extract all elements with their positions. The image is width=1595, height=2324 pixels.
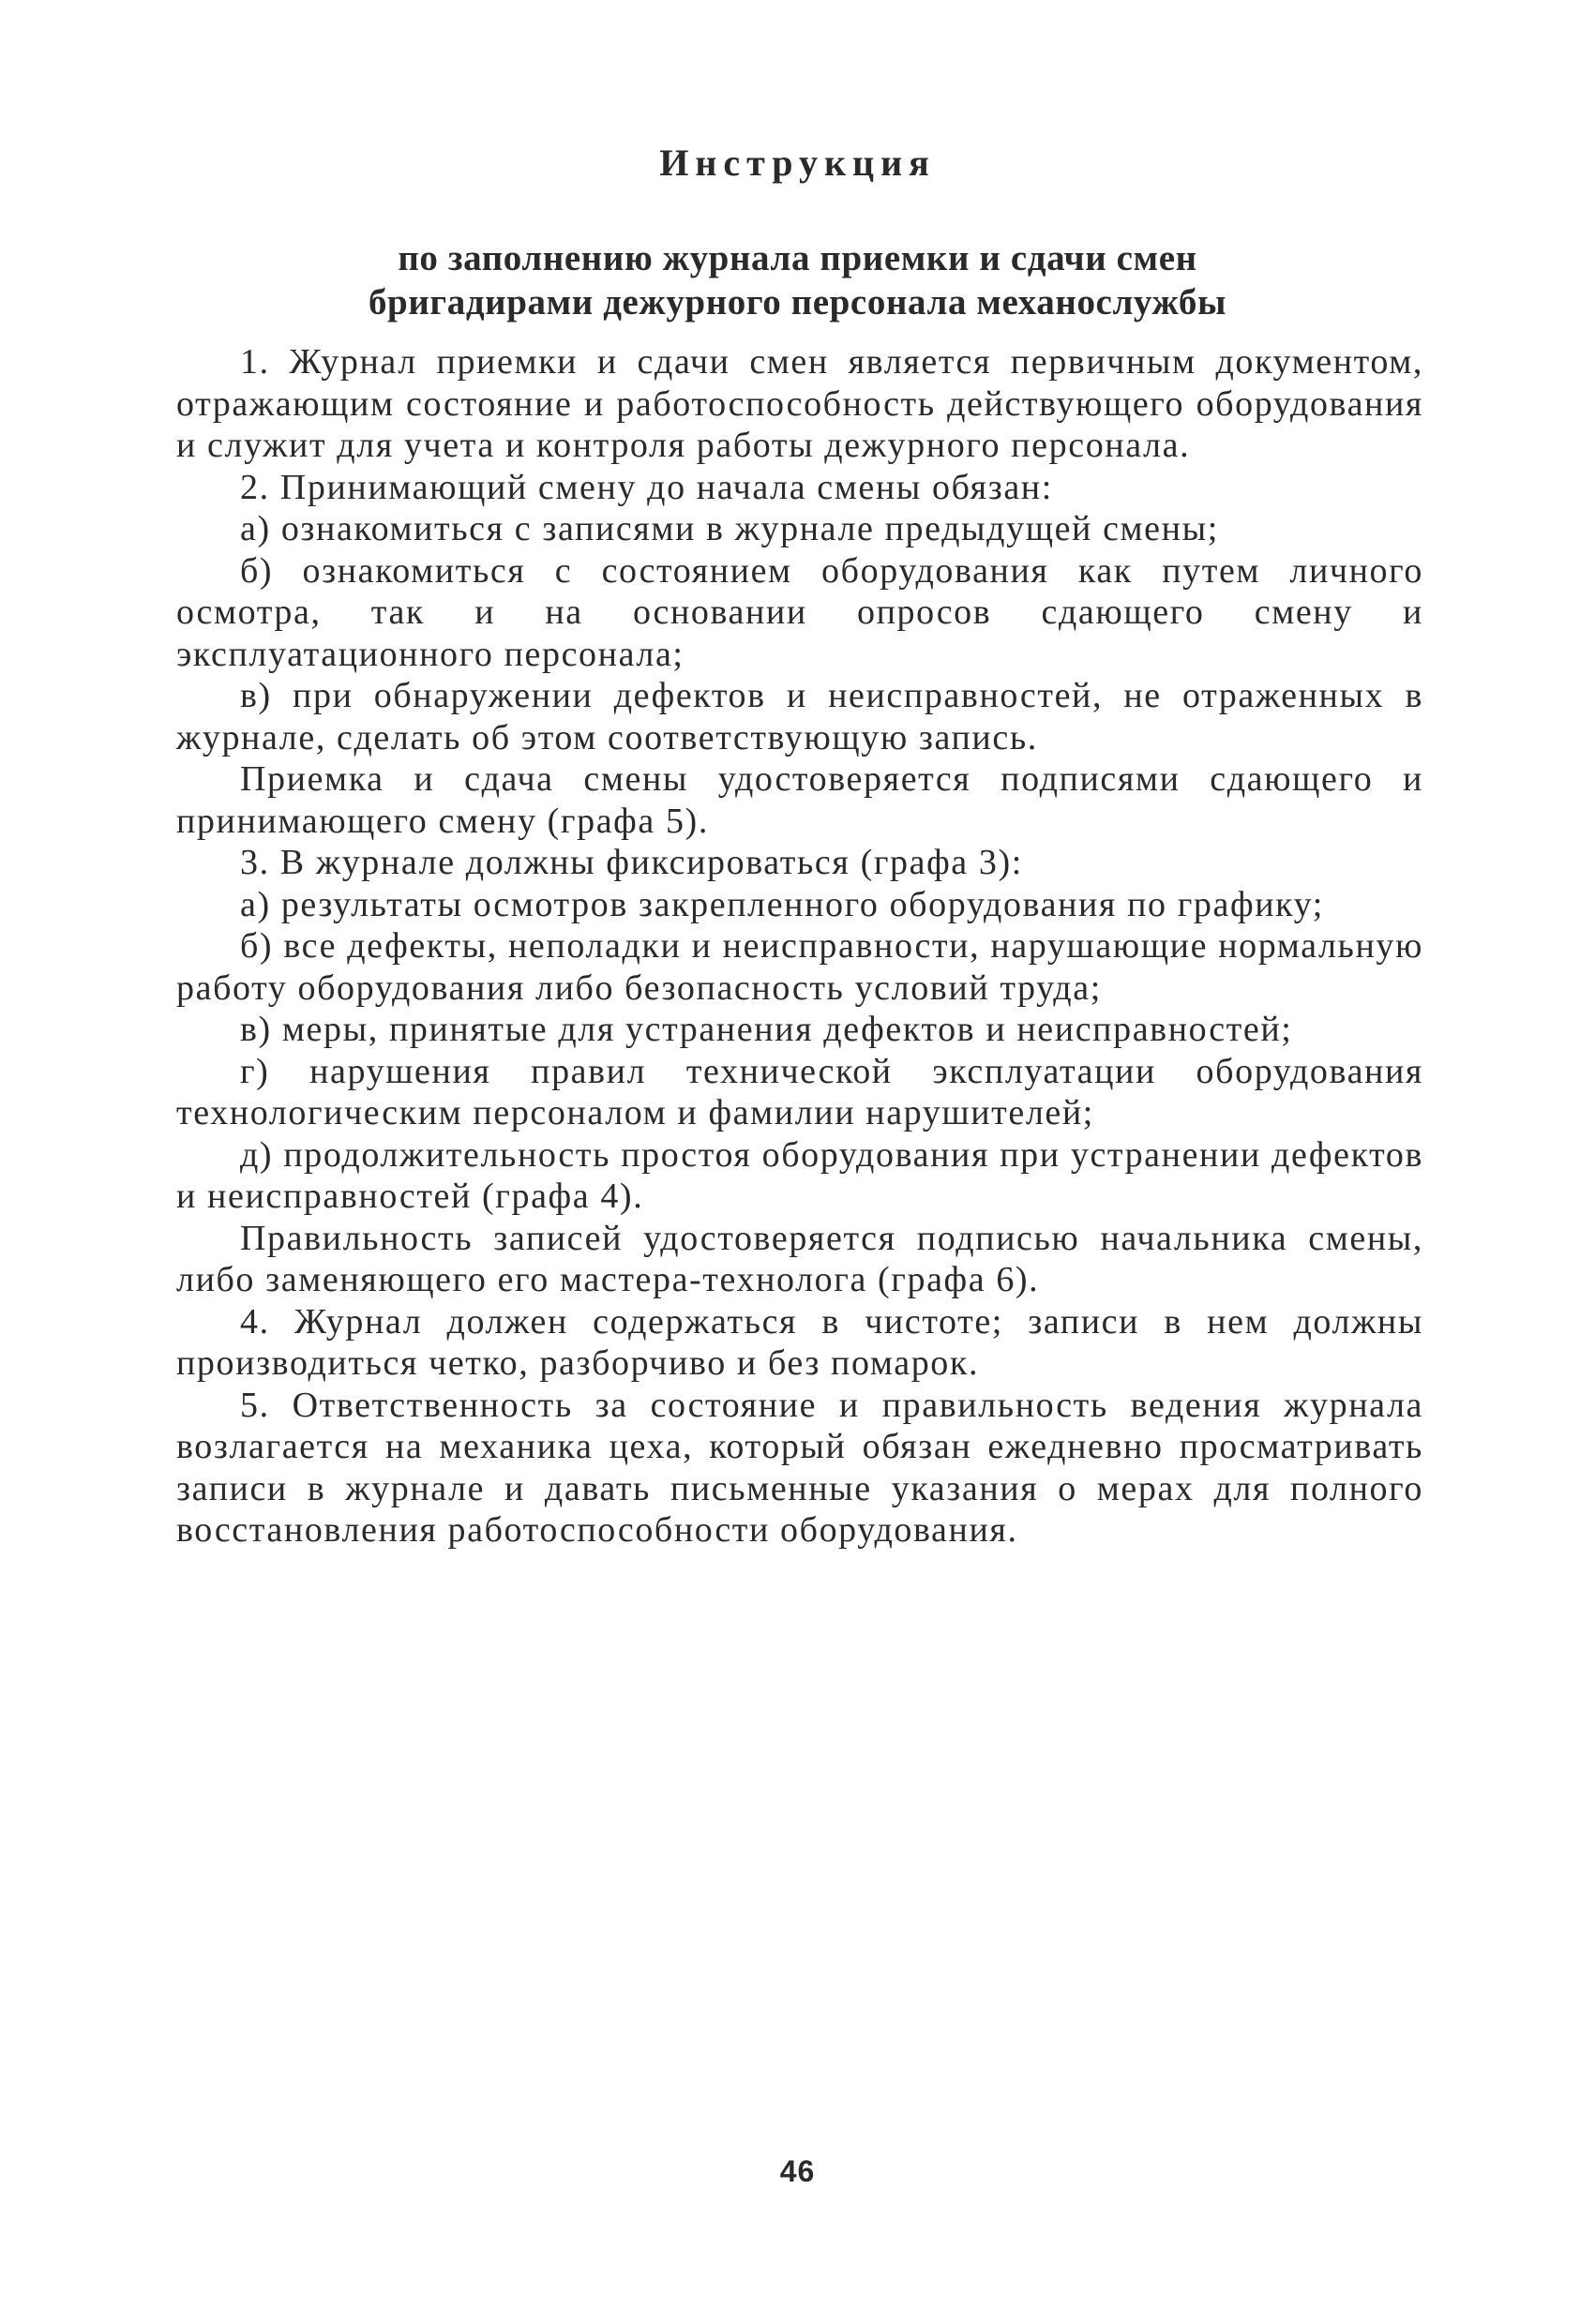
- paragraph-3e: д) продолжительность простоя оборудования при устранении дефектов и неисправностей (графа 4).: [176, 1134, 1423, 1216]
- paragraph-3d: г) нарушения правил технической эксплуатации оборудования технологическим персоналом и фамилии нарушителей;: [176, 1051, 1423, 1132]
- paragraph-2: 2. Принимающий смену до начала смены обязан:: [240, 467, 1053, 507]
- paragraph-2b: б) ознакомиться с состоянием оборудования как путем личного осмотра, так и на основании опросов сдающего смену и эксплуатационного персонала;: [176, 550, 1423, 674]
- paragraph-1: 1. Журнал приемки и сдачи смен является первичным документом, отражающим состояние и работоспособность действующего оборудования и служит для учета и контроля работы дежурного персонала.: [176, 342, 1423, 465]
- subtitle-line-1: по заполнению журнала приемки и сдачи смен: [398, 238, 1197, 278]
- document-subtitle: [0, 236, 1595, 324]
- paragraph-3: 3. В журнале должны фиксироваться (графа 3):: [240, 843, 1023, 882]
- instruction-body: [176, 341, 1423, 1552]
- paragraph-2-note: Приемка и сдача смены удостоверяется подписями сдающего и принимающего смену (графа 5).: [176, 759, 1423, 841]
- paragraph-2c: в) при обнаружении дефектов и неисправностей, не отраженных в журнале, сделать об этом соответствующую запись.: [176, 676, 1423, 757]
- paragraph-3-note: Правильность записей удостоверяется подписью начальника смены, либо заменяющего его мастера-технолога (графа 6).: [176, 1218, 1423, 1299]
- subtitle-line-2: бригадирами дежурного персонала механослужбы: [368, 282, 1227, 322]
- paragraph-3c: в) меры, принятые для устранения дефектов и неисправностей;: [240, 1010, 1293, 1049]
- paragraph-3a: а) результаты осмотров закрепленного оборудования по графику;: [240, 884, 1324, 924]
- paragraph-4: 4. Журнал должен содержаться в чистоте; записи в нем должны производиться четко, разборчиво и без помарок.: [176, 1301, 1423, 1383]
- page-number: 46: [779, 2154, 816, 2188]
- paragraph-3b: б) все дефекты, неполадки и неисправности, нарушающие нормальную работу оборудования либо безопасность условий труда;: [176, 926, 1423, 1008]
- document-title: Инструкция: [659, 142, 936, 184]
- paragraph-5: 5. Ответственность за состояние и правильность ведения журнала возлагается на механика цеха, который обязан ежедневно просматривать записи в журнале и давать письменные указания о мерах для полного восстановления работоспособности оборудования.: [176, 1385, 1423, 1550]
- paragraph-2a: а) ознакомиться с записями в журнале предыдущей смены;: [240, 509, 1219, 548]
